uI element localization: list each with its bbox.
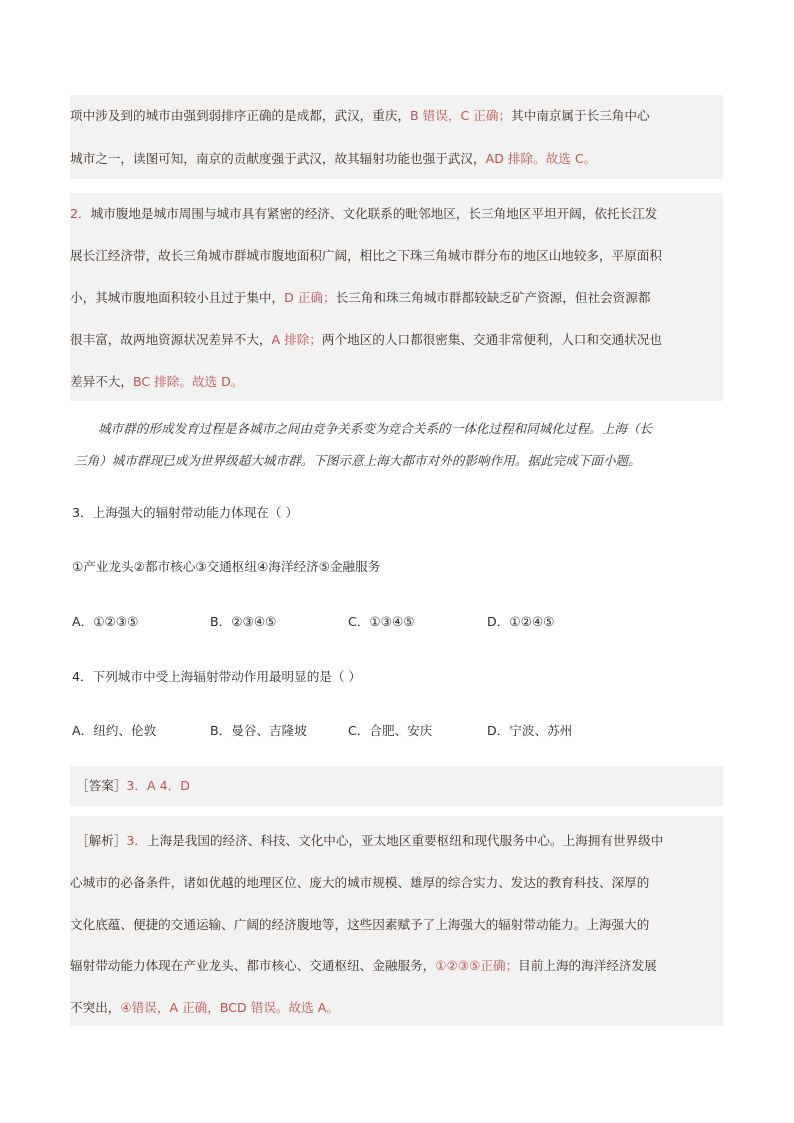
question-4-option-b[interactable]: B．曼谷、吉隆坡 [210, 723, 307, 738]
explanation-block-2 [70, 193, 723, 401]
explanation-text: 长三角和珠三角城市群都较缺乏矿产资源，但社会资源都 [335, 290, 651, 305]
answer-line [76, 777, 190, 795]
explanation-line [70, 373, 243, 391]
question-3-option-b[interactable]: B．②③④⑤ [210, 614, 277, 629]
question-3-option-d[interactable]: D．①②④⑤ [487, 614, 555, 629]
explanation-text-highlight: A 排除； [271, 332, 322, 347]
question-4-option-d[interactable]: D．宁波、苏州 [487, 723, 573, 738]
question-4-option-c[interactable]: C．合肥、安庆 [348, 723, 433, 738]
analysis-block [70, 816, 723, 1026]
question-number: 3． [126, 833, 147, 848]
explanation-block-1 [70, 95, 723, 179]
explanation-line [70, 205, 657, 223]
analysis-text-highlight: ④错误，A 正确，BCD 错误。故选 A。 [120, 1000, 339, 1015]
intro-passage-line-2: 三角）城市群现已成为世界级超大城市群。下图示意上海大都市对外的影响作用。据此完成下面小题。 [74, 453, 641, 468]
explanation-line [70, 107, 650, 125]
analysis-text: 上海是我国的经济、科技、文化中心，亚太地区重要枢纽和现代服务中心。上海拥有世界级中 [146, 833, 664, 848]
explanation-text: 差异不大， [70, 374, 133, 389]
analysis-text: 目前上海的海洋经济发展 [518, 958, 657, 973]
question-3-items: ①产业龙头②都市核心③交通枢纽④海洋经济⑤金融服务 [72, 559, 381, 574]
analysis-label: ［解析］ [76, 833, 127, 848]
question-3-stem: 3．上海强大的辐射带动能力体现在（ ） [72, 505, 299, 520]
question-3-option-a[interactable]: A．①②③⑤ [72, 614, 139, 629]
explanation-text: 城市之一，读图可知，南京的贡献度强于武汉，故其辐射功能也强于武汉， [70, 151, 486, 166]
explanation-text: 很丰富，故两地资源状况差异不大， [70, 332, 272, 347]
explanation-text: 城市腹地是城市周围与城市具有紧密的经济、文化联系的毗邻地区，长三角地区平坦开阔，依托长江发 [90, 206, 658, 221]
analysis-line [70, 999, 339, 1017]
explanation-text-highlight: B 错误，C 正确； [410, 108, 512, 123]
explanation-text: 项中涉及到的城市由强到弱排序正确的是成都，武汉，重庆， [70, 108, 411, 123]
explanation-text-highlight: BC 排除。故选 D。 [132, 374, 244, 389]
explanation-line [70, 150, 596, 168]
question-4-option-a[interactable]: A．纽约、伦敦 [72, 723, 157, 738]
question-3-option-c[interactable]: C．①③④⑤ [348, 614, 415, 629]
explanation-line: 展长江经济带，故长三角城市群城市腹地面积广阔，相比之下珠三角城市群分布的地区山地较多，平原面积 [70, 248, 662, 263]
explanation-text: 其中南京属于长三角中心 [511, 108, 650, 123]
answer-text: 3．A 4．D [126, 778, 190, 793]
explanation-text: 小，其城市腹地面积较小且过于集中， [70, 290, 285, 305]
answer-label: ［答案］ [76, 778, 127, 793]
explanation-line [70, 289, 650, 307]
explanation-text-highlight: D 正确； [284, 290, 336, 305]
analysis-text: 辐射带动能力体现在产业龙头、都市核心、交通枢纽、金融服务， [70, 958, 436, 973]
analysis-text-highlight: ①②③⑤正确； [435, 958, 519, 973]
analysis-text: 不突出， [70, 1000, 121, 1015]
explanation-line [70, 331, 662, 349]
explanation-text: 两个地区的人口都很密集、交通非常便利，人口和交通状况也 [321, 332, 662, 347]
intro-passage-line-1: 城市群的形成发育过程是各城市之间由竞争关系变为竞合关系的一体化过程和同城化过程。上海（长 [98, 421, 653, 436]
analysis-line: 心城市的必备条件，诸如优越的地理区位、庞大的城市规模、雄厚的综合实力、发达的教育科技、深厚的 [70, 875, 650, 890]
question-number: 2． [70, 206, 91, 221]
analysis-line [76, 832, 663, 850]
question-4-stem: 4．下列城市中受上海辐射带动作用最明显的是（ ） [72, 669, 362, 684]
answer-block [70, 766, 723, 806]
analysis-line: 文化底蕴、便捷的交通运输、广阔的经济腹地等，这些因素赋予了上海强大的辐射带动能力。上海强大的 [70, 917, 650, 932]
explanation-text-highlight: AD 排除。故选 C。 [485, 151, 597, 166]
analysis-line [70, 957, 657, 975]
